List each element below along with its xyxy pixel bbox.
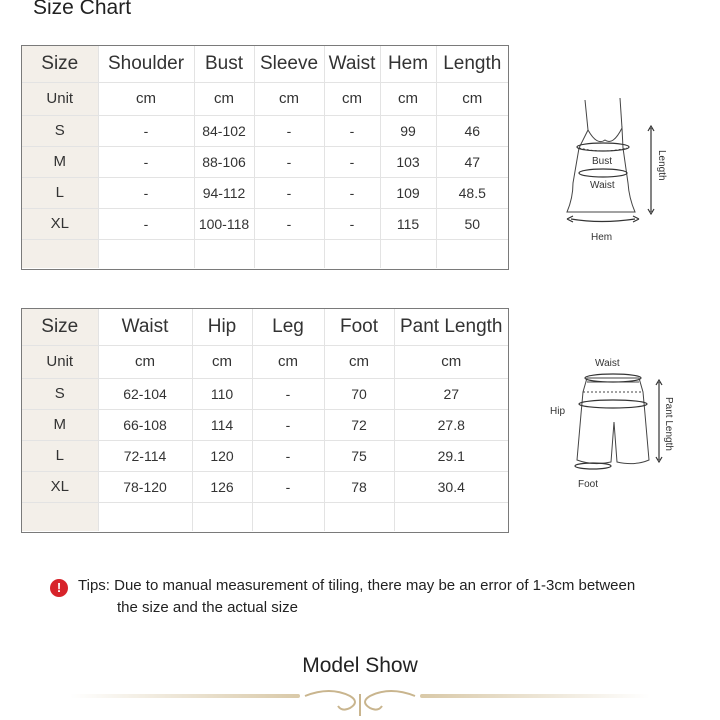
table-cell: 88-106 [194,146,254,177]
table-cell: - [324,208,380,239]
table-cell [436,239,508,268]
header-size: Size [22,46,98,82]
table-cell [380,239,436,268]
top-size-table [22,46,508,268]
size-cell: L [22,177,98,208]
header-leg: Leg [252,309,324,345]
table-cell: - [252,440,324,471]
camisole-diagram [555,88,675,248]
bottom-table-unit-row [22,345,508,378]
size-cell: M [22,146,98,177]
size-cell [22,502,98,531]
hip-label: Hip [550,406,566,417]
table-cell: 84-102 [194,115,254,146]
unit-cell: cm [194,82,254,115]
table-cell: - [254,115,324,146]
table-cell: 103 [380,146,436,177]
bust-label: Bust [592,156,613,167]
table-row [22,471,508,502]
table-cell: - [324,177,380,208]
table-cell: - [98,115,194,146]
table-row [22,378,508,409]
header-foot: Foot [324,309,394,345]
table-cell: 30.4 [394,471,508,502]
top-size-table-frame [21,45,509,270]
table-cell [98,239,194,268]
table-cell [394,502,508,531]
table-cell: 78 [324,471,394,502]
length-label: Length [656,150,667,181]
table-cell: - [252,409,324,440]
header-size: Size [22,309,98,345]
tips-line-1: Tips: Due to manual measurement of tiling, there may be an error of 1-3cm between [78,577,636,594]
table-cell [194,239,254,268]
bottom-table-header-row [22,309,508,345]
header-hip: Hip [192,309,252,345]
size-cell [22,239,98,268]
table-cell: - [254,177,324,208]
table-row [22,208,508,239]
table-cell: 120 [192,440,252,471]
table-row [22,115,508,146]
hem-label: Hem [591,232,613,243]
table-cell: 46 [436,115,508,146]
table-cell: - [98,208,194,239]
table-cell: 47 [436,146,508,177]
header-shoulder: Shoulder [98,46,194,82]
header-waist: Waist [98,309,192,345]
table-cell [98,502,192,531]
table-row [22,409,508,440]
table-cell: 110 [192,378,252,409]
unit-cell: cm [436,82,508,115]
table-cell [252,502,324,531]
table-cell: 115 [380,208,436,239]
header-bust: Bust [194,46,254,82]
table-cell: - [254,146,324,177]
page-title: Size Chart [33,0,132,19]
unit-cell: cm [252,345,324,378]
table-cell: - [324,115,380,146]
bottom-size-table [22,309,508,531]
table-cell: 109 [380,177,436,208]
pant-length-label: Pant Length [663,397,674,451]
bottom-size-table-frame [21,308,509,533]
table-cell: 100-118 [194,208,254,239]
size-cell: S [22,378,98,409]
table-cell: 99 [380,115,436,146]
table-cell: - [252,471,324,502]
unit-cell: cm [394,345,508,378]
unit-cell: cm [98,82,194,115]
table-cell: 50 [436,208,508,239]
unit-cell: cm [324,345,394,378]
tips-line-2: the size and the actual size [117,599,298,616]
waist-label: Waist [590,180,615,191]
exclamation-icon: ! [50,579,68,597]
header-hem: Hem [380,46,436,82]
table-cell: 75 [324,440,394,471]
table-cell: 70 [324,378,394,409]
size-cell: XL [22,208,98,239]
table-cell: 94-112 [194,177,254,208]
unit-label: Unit [22,82,98,115]
unit-label: Unit [22,345,98,378]
model-show-heading: Model Show [302,654,418,677]
table-cell: 126 [192,471,252,502]
header-length: Length [436,46,508,82]
unit-cell: cm [254,82,324,115]
table-cell: - [98,177,194,208]
header-pant-length: Pant Length [394,309,508,345]
table-cell: - [252,378,324,409]
table-cell: 48.5 [436,177,508,208]
table-cell: 62-104 [98,378,192,409]
table-cell: 72-114 [98,440,192,471]
table-row-empty [22,502,508,531]
unit-cell: cm [324,82,380,115]
table-cell [192,502,252,531]
table-cell: - [324,146,380,177]
ornamental-divider [60,680,660,720]
table-cell: 27.8 [394,409,508,440]
table-cell: 114 [192,409,252,440]
foot-label: Foot [578,479,599,490]
table-cell: 72 [324,409,394,440]
table-cell: - [98,146,194,177]
table-row [22,146,508,177]
table-cell [324,239,380,268]
table-cell: 66-108 [98,409,192,440]
table-cell: - [254,208,324,239]
shorts-diagram [545,352,680,497]
unit-cell: cm [192,345,252,378]
table-cell: 27 [394,378,508,409]
top-table-unit-row [22,82,508,115]
header-waist: Waist [324,46,380,82]
table-cell [254,239,324,268]
table-row-empty [22,239,508,268]
table-cell: 29.1 [394,440,508,471]
table-cell: 78-120 [98,471,192,502]
unit-cell: cm [380,82,436,115]
waist-label: Waist [595,358,620,369]
size-cell: S [22,115,98,146]
table-cell [324,502,394,531]
unit-cell: cm [98,345,192,378]
table-row [22,440,508,471]
top-table-header-row [22,46,508,82]
header-sleeve: Sleeve [254,46,324,82]
size-cell: XL [22,471,98,502]
table-row [22,177,508,208]
size-cell: M [22,409,98,440]
size-cell: L [22,440,98,471]
